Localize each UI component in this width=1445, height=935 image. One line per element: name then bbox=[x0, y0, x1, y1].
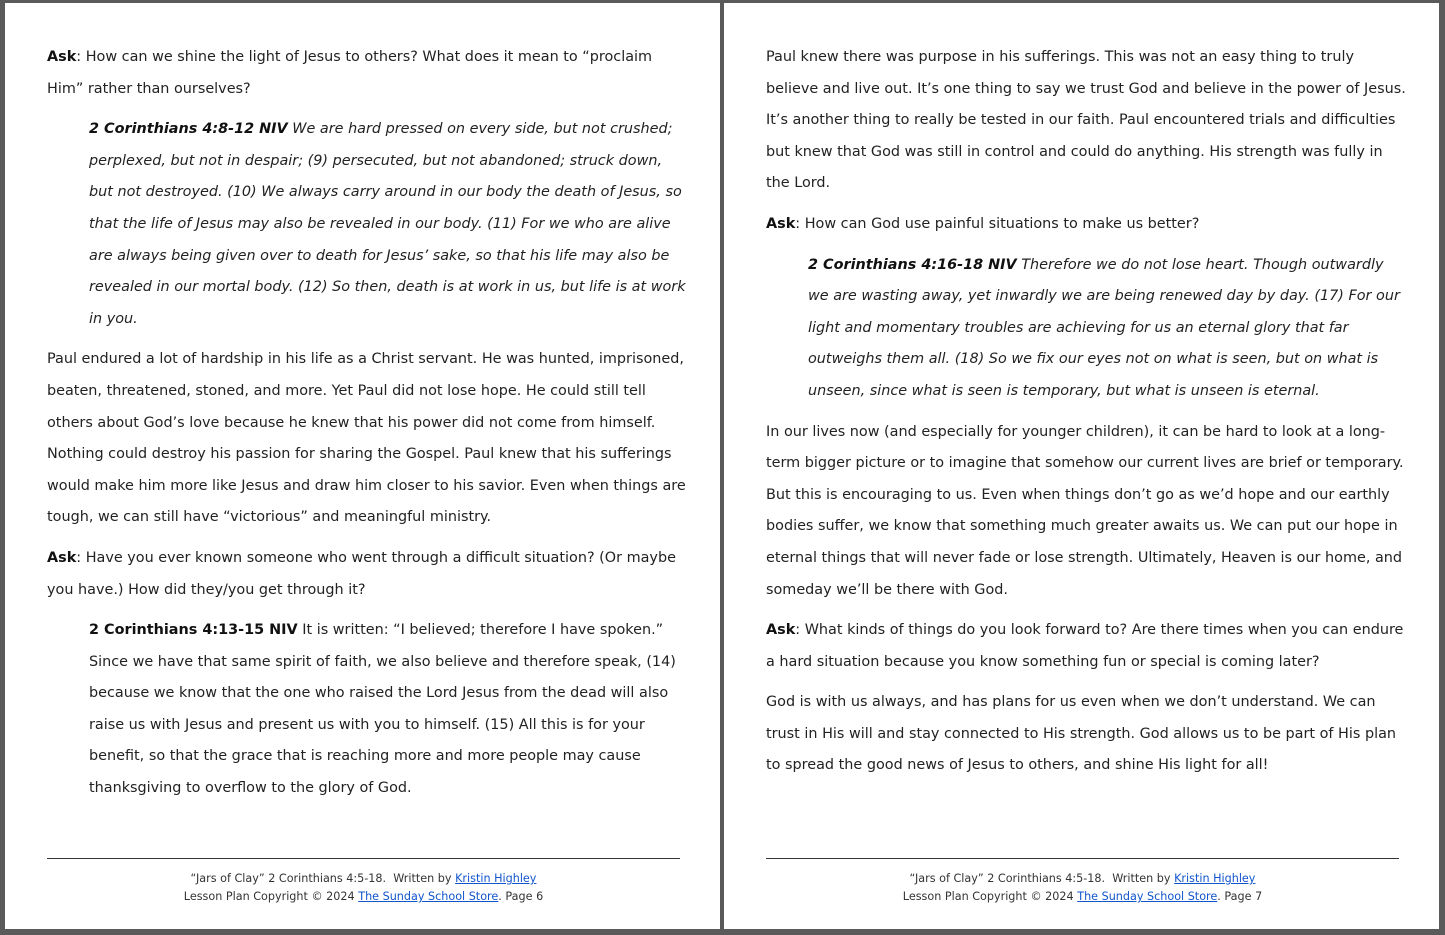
ask-label: Ask bbox=[766, 622, 796, 639]
ask-paragraph bbox=[766, 615, 1406, 678]
scripture-reference: 2 Corinthians 4:16-18 NIV bbox=[808, 256, 1017, 273]
store-link[interactable]: The Sunday School Store bbox=[358, 890, 499, 903]
document-page-7 bbox=[724, 3, 1439, 929]
store-link[interactable]: The Sunday School Store bbox=[1077, 890, 1218, 903]
footer-written-by: Written by bbox=[393, 872, 452, 885]
body-paragraph: Paul knew there was purpose in his sufferings. This was not an easy thing to truly believe and live out. It’s one thing to say we trust God and believe in the power of Jesus. It’s another thing to really be tested in our faith. Paul encountered trials and difficulties but knew that God was still in control and could do anything. His strength was fully in the Lord. bbox=[766, 49, 1406, 192]
scripture-text: Therefore we do not lose heart. Though outwardly we are wasting away, yet inwardly we are being renewed day by day. (17) For our light and momentary troubles are achieving for us an eternal glory that far outweighs them all. (18) So we fix our eyes not on what is seen, but on what is unseen, since what is seen is temporary, but what is unseen is eternal. bbox=[808, 256, 1400, 399]
page-content bbox=[47, 42, 687, 814]
footer-line-1 bbox=[47, 870, 680, 888]
scripture-text: It is written: “I believed; therefore I have spoken.” Since we have that same spirit of faith, we also believe and therefore speak, (14) because we know that the one who raised the Lord Jesus from the dead will also raise us with Jesus and present us with you to himself. (15) All this is for your benefit, so that the grace that is reaching more and more people may cause thanksgiving to overflow to the glory of God. bbox=[89, 622, 676, 797]
ask-paragraph bbox=[766, 209, 1406, 241]
ask-text: : Have you ever known someone who went through a difficult situation? (Or maybe you have.) How did they/you get through it? bbox=[47, 549, 676, 598]
body-paragraph: In our lives now (and especially for younger children), it can be hard to look at a long-term bigger picture or to imagine that somehow our current lives are brief or temporary. But this is encouraging to us. Even when things don’t go as we’d hope and our earthly bodies suffer, we know that something much greater awaits us. We can put our hope in eternal things that will never fade or lose strength. Ultimately, Heaven is our home, and someday we’ll be there with God. bbox=[766, 423, 1404, 598]
footer-copyright: Lesson Plan Copyright © 2024 bbox=[183, 890, 355, 903]
ask-text: : How can we shine the light of Jesus to others? What does it mean to “proclaim Him” rather than ourselves? bbox=[47, 49, 653, 97]
page-content bbox=[766, 42, 1406, 791]
ask-text: : What kinds of things do you look forward to? Are there times when you can endure a hard situation because you know something fun or special is coming later? bbox=[766, 622, 1404, 670]
page-number: 6 bbox=[536, 890, 544, 903]
footer-title: “Jars of Clay” 2 Corinthians 4:5-18. bbox=[190, 872, 387, 885]
footer-line-2: Lesson Plan Copyright © 2024 The Sunday School Store. Page 6 bbox=[183, 890, 544, 903]
footer-page-prefix: Page bbox=[505, 890, 533, 903]
document-page-6 bbox=[5, 3, 720, 929]
scripture-block bbox=[89, 114, 687, 335]
scripture-text: We are hard pressed on every side, but not crushed; perplexed, but not in despair; (9) persecuted, but not abandoned; struck down, but not destroyed. (10) We always carry around in our body the death of Jesus, so that the life of Jesus may also be revealed in our body. (11) For we who are alive are always being given over to death for Jesus’ sake, so that his life may also be revealed in our mortal body. (12) So then, death is at work in us, but life is at work in you. bbox=[89, 121, 686, 327]
ask-label: Ask bbox=[47, 549, 77, 566]
page-number: 7 bbox=[1255, 890, 1263, 903]
body-paragraph: Paul endured a lot of hardship in his life as a Christ servant. He was hunted, imprisoned, beaten, threatened, stoned, and more. Yet Paul did not lose hope. He could still tell others about God’s love because he knew that his power did not come from himself. Nothing could destroy his passion for sharing the Gospel. Paul knew that his sufferings would make him more like Jesus and draw him closer to his savior. Even when things are tough, we can still have “victorious” and meaningful ministry. bbox=[47, 351, 686, 526]
scripture-block bbox=[89, 615, 687, 805]
footer-copyright: Lesson Plan Copyright © 2024 bbox=[902, 890, 1074, 903]
footer-line-1 bbox=[766, 870, 1399, 888]
footer-divider bbox=[47, 858, 680, 859]
page-footer bbox=[47, 870, 680, 906]
scripture-reference: 2 Corinthians 4:8-12 NIV bbox=[89, 121, 288, 138]
ask-text: : How can God use painful situations to make us better? bbox=[795, 215, 1200, 232]
author-link[interactable]: Kristin Highley bbox=[455, 872, 537, 885]
footer-written-by: Written by bbox=[1112, 872, 1171, 885]
page-footer bbox=[766, 870, 1399, 906]
body-paragraph: God is with us always, and has plans for us even when we don’t understand. We can trust in His will and stay connected to His strength. God allows us to be part of His plan to spread the good news of Jesus to others, and shine His light for all! bbox=[766, 694, 1397, 774]
footer-page-prefix: Page bbox=[1224, 890, 1252, 903]
ask-paragraph bbox=[47, 543, 687, 606]
ask-label: Ask bbox=[766, 215, 796, 232]
author-link[interactable]: Kristin Highley bbox=[1174, 872, 1256, 885]
footer-title: “Jars of Clay” 2 Corinthians 4:5-18. bbox=[909, 872, 1106, 885]
scripture-block bbox=[808, 250, 1406, 408]
footer-line-2: Lesson Plan Copyright © 2024 The Sunday School Store. Page 7 bbox=[902, 890, 1263, 903]
ask-label: Ask bbox=[47, 49, 77, 65]
ask-paragraph bbox=[47, 42, 687, 105]
scripture-reference: 2 Corinthians 4:13-15 NIV bbox=[89, 622, 298, 639]
footer-divider bbox=[766, 858, 1399, 859]
